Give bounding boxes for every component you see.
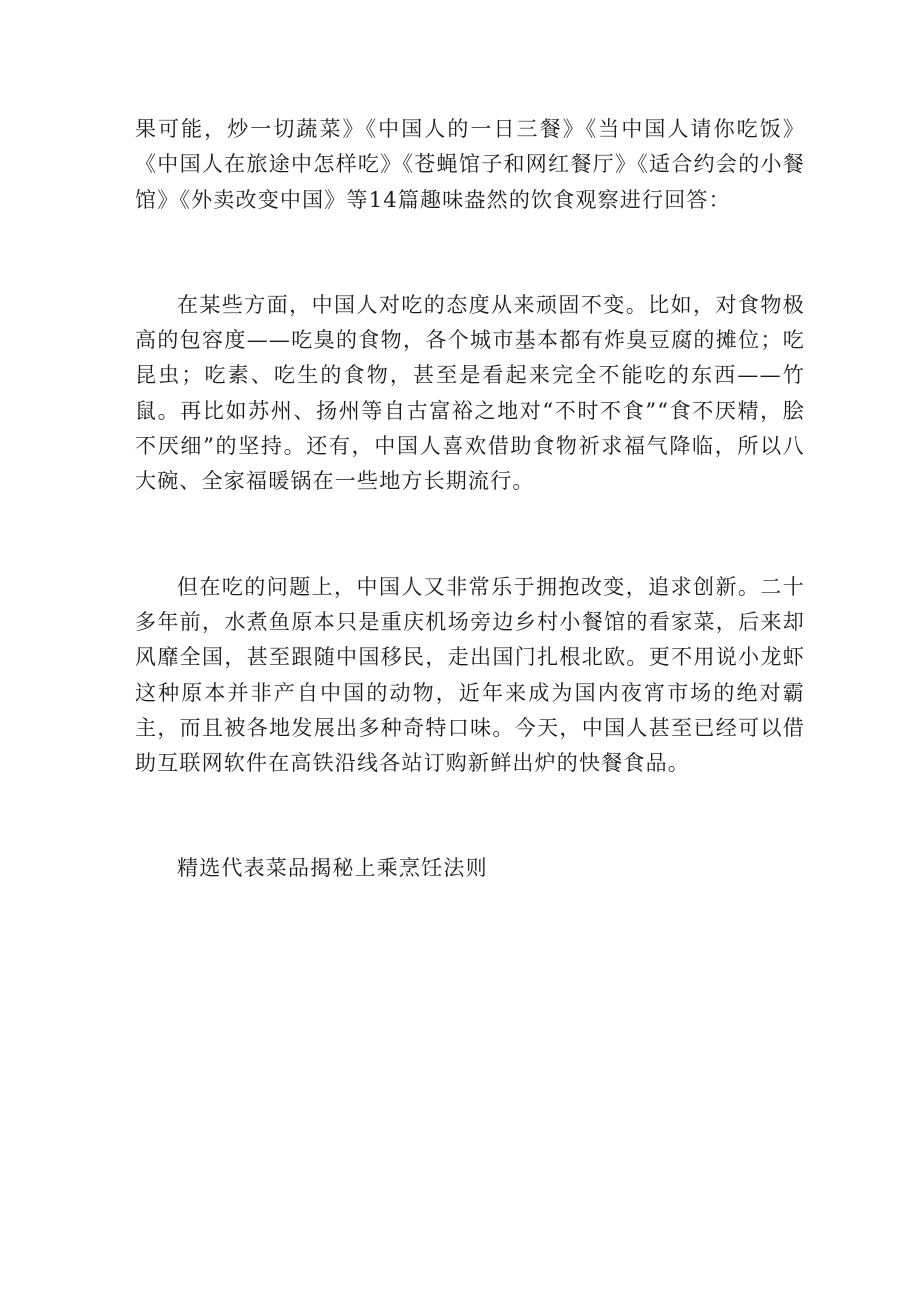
section-heading: 精选代表菜品揭秘上乘烹饪法则 (177, 856, 488, 881)
document-page (135, 112, 805, 886)
paragraph-book-list: 果可能，炒一切蔬菜》《中国人的一日三餐》《当中国人请你吃饭》《中国人在旅途中怎样吃》《苍蝇馆子和网红餐厅》《适合约会的小餐馆》《外卖改变中国》等14篇趣味盎然的饮食观察进行回答： (135, 117, 805, 212)
paragraph-unchanging-attitudes: 在某些方面，中国人对吃的态度从来顽固不变。比如，对食物极高的包容度——吃臭的食物，各个城市基本都有炸臭豆腐的摊位；吃昆虫；吃素、吃生的食物，甚至是看起来完全不能吃的东西——竹鼠。再比如苏州、扬州等自古富裕之地对“不时不食”“食不厌精，脍不厌细”的坚持。还有，中国人喜欢借助食物祈求福气降临，所以八大碗、全家福暖锅在一些地方长期流行。 (135, 292, 805, 494)
paragraph-embracing-change: 但在吃的问题上，中国人又非常乐于拥抱改变，追求创新。二十多年前，水煮鱼原本只是重庆机场旁边乡村小餐馆的看家菜，后来却风靡全国，甚至跟随中国移民，走出国门扎根北欧。更不用说小龙虾这种原本并非产自中国的动物，近年来成为国内夜宵市场的绝对霸主，而且被各地发展出多种奇特口味。今天，中国人甚至已经可以借助互联网软件在高铁沿线各站订购新鲜出炉的快餐食品。 (135, 574, 805, 776)
